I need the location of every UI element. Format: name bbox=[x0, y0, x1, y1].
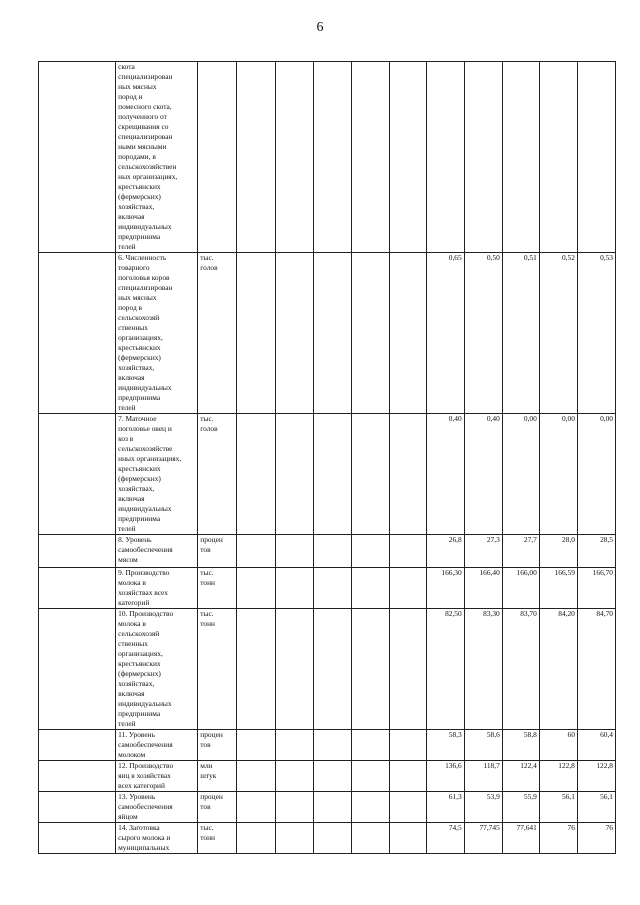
empty-cell bbox=[351, 414, 389, 535]
value-cell: 83,30 bbox=[464, 609, 502, 730]
empty-cell bbox=[237, 823, 276, 854]
indicator-unit: тыс. тонн bbox=[198, 823, 237, 854]
value-cell: 0,40 bbox=[426, 414, 464, 535]
indicator-unit: тыс. тонн bbox=[198, 609, 237, 730]
empty-cell bbox=[237, 535, 276, 568]
value-cell: 0,00 bbox=[539, 414, 577, 535]
table-row bbox=[39, 253, 616, 414]
empty-cell bbox=[351, 62, 389, 253]
empty-cell bbox=[389, 253, 426, 414]
value-cell: 55,9 bbox=[502, 792, 539, 823]
value-cell: 58,8 bbox=[502, 730, 539, 761]
table-row bbox=[39, 62, 616, 253]
empty-cell bbox=[351, 568, 389, 609]
empty-cell bbox=[351, 609, 389, 730]
empty-cell bbox=[351, 792, 389, 823]
row-index-cell bbox=[39, 253, 116, 414]
value-cell: 61,3 bbox=[426, 792, 464, 823]
value-cell: 56,1 bbox=[577, 792, 615, 823]
value-cell: 83,70 bbox=[502, 609, 539, 730]
value-cell bbox=[426, 62, 464, 253]
value-cell bbox=[502, 62, 539, 253]
indicator-label: 10. Производство молока в сельскохозяй ственных организациях, крестьянских (фермерских) хозяйствах, включая индивидуальных предпринима телей bbox=[116, 609, 198, 730]
value-cell: 26,8 bbox=[426, 535, 464, 568]
empty-cell bbox=[389, 535, 426, 568]
value-cell: 28,5 bbox=[577, 535, 615, 568]
value-cell: 27,3 bbox=[464, 535, 502, 568]
empty-cell bbox=[389, 414, 426, 535]
empty-cell bbox=[314, 535, 351, 568]
empty-cell bbox=[314, 823, 351, 854]
value-cell: 27,7 bbox=[502, 535, 539, 568]
empty-cell bbox=[314, 253, 351, 414]
value-cell: 0,00 bbox=[577, 414, 615, 535]
indicator-unit: процен тов bbox=[198, 535, 237, 568]
value-cell: 60,4 bbox=[577, 730, 615, 761]
value-cell: 166,70 bbox=[577, 568, 615, 609]
value-cell: 0,65 bbox=[426, 253, 464, 414]
empty-cell bbox=[389, 62, 426, 253]
value-cell: 76 bbox=[577, 823, 615, 854]
indicator-label: 13. Уровень самообеспечения яйцом bbox=[116, 792, 198, 823]
empty-cell bbox=[314, 761, 351, 792]
row-index-cell bbox=[39, 414, 116, 535]
value-cell: 122,4 bbox=[502, 761, 539, 792]
value-cell: 0,40 bbox=[464, 414, 502, 535]
empty-cell bbox=[389, 823, 426, 854]
row-index-cell bbox=[39, 62, 116, 253]
empty-cell bbox=[351, 535, 389, 568]
value-cell: 122,8 bbox=[577, 761, 615, 792]
row-index-cell bbox=[39, 730, 116, 761]
value-cell: 84,20 bbox=[539, 609, 577, 730]
table-row bbox=[39, 792, 616, 823]
value-cell: 58,6 bbox=[464, 730, 502, 761]
indicator-unit: процен тов bbox=[198, 730, 237, 761]
empty-cell bbox=[389, 730, 426, 761]
indicator-label: 12. Производство яиц в хозяйствах всех категорий bbox=[116, 761, 198, 792]
indicator-unit: тыс. голов bbox=[198, 414, 237, 535]
empty-cell bbox=[276, 730, 314, 761]
row-index-cell bbox=[39, 535, 116, 568]
value-cell: 60 bbox=[539, 730, 577, 761]
indicator-label: 7. Маточное поголовье овец и коз в сельскохозяйстве нных организациях, крестьянских (фермерских) хозяйствах, включая индивидуальных предпринима телей bbox=[116, 414, 198, 535]
value-cell: 56,1 bbox=[539, 792, 577, 823]
empty-cell bbox=[237, 609, 276, 730]
indicator-label: 9. Производство молока в хозяйствах всех категорий bbox=[116, 568, 198, 609]
table-row bbox=[39, 730, 616, 761]
value-cell: 77,641 bbox=[502, 823, 539, 854]
empty-cell bbox=[314, 792, 351, 823]
value-cell: 0,53 bbox=[577, 253, 615, 414]
value-cell: 53,9 bbox=[464, 792, 502, 823]
empty-cell bbox=[237, 414, 276, 535]
indicator-label: 8. Уровень самообеспечения мясом bbox=[116, 535, 198, 568]
value-cell: 0,52 bbox=[539, 253, 577, 414]
value-cell: 136,6 bbox=[426, 761, 464, 792]
table-row bbox=[39, 535, 616, 568]
indicator-label: скота специализирован ных мясных пород и помесного скота, полученного от скрещивания со специализирован ными мясными породами, в сельскохозяйствен ных организациях, крестьянских (фермерских) хозяйствах, включая индивидуальных предпринима телей bbox=[116, 62, 198, 253]
empty-cell bbox=[276, 414, 314, 535]
page-number: 6 bbox=[316, 20, 324, 35]
empty-cell bbox=[276, 253, 314, 414]
empty-cell bbox=[276, 535, 314, 568]
indicators-table bbox=[38, 61, 616, 854]
empty-cell bbox=[237, 792, 276, 823]
value-cell: 74,5 bbox=[426, 823, 464, 854]
empty-cell bbox=[276, 761, 314, 792]
empty-cell bbox=[351, 823, 389, 854]
indicator-unit bbox=[198, 62, 237, 253]
value-cell: 0,00 bbox=[502, 414, 539, 535]
table-row bbox=[39, 568, 616, 609]
indicator-unit: процен тов bbox=[198, 792, 237, 823]
value-cell: 0,50 bbox=[464, 253, 502, 414]
indicator-label: 14. Заготовка сырого молока и муниципальных bbox=[116, 823, 198, 854]
empty-cell bbox=[276, 568, 314, 609]
value-cell: 0,51 bbox=[502, 253, 539, 414]
row-index-cell bbox=[39, 609, 116, 730]
empty-cell bbox=[237, 62, 276, 253]
empty-cell bbox=[237, 568, 276, 609]
value-cell: 166,59 bbox=[539, 568, 577, 609]
empty-cell bbox=[351, 730, 389, 761]
row-index-cell bbox=[39, 761, 116, 792]
row-index-cell bbox=[39, 792, 116, 823]
value-cell: 122,8 bbox=[539, 761, 577, 792]
value-cell: 166,00 bbox=[502, 568, 539, 609]
value-cell: 77,745 bbox=[464, 823, 502, 854]
indicator-label: 11. Уровень самообеспечения молоком bbox=[116, 730, 198, 761]
empty-cell bbox=[351, 761, 389, 792]
empty-cell bbox=[314, 414, 351, 535]
empty-cell bbox=[237, 730, 276, 761]
empty-cell bbox=[314, 62, 351, 253]
empty-cell bbox=[389, 792, 426, 823]
table-row bbox=[39, 761, 616, 792]
value-cell: 82,50 bbox=[426, 609, 464, 730]
indicator-unit: тыс. тонн bbox=[198, 568, 237, 609]
empty-cell bbox=[351, 253, 389, 414]
row-index-cell bbox=[39, 823, 116, 854]
empty-cell bbox=[237, 761, 276, 792]
value-cell: 166,40 bbox=[464, 568, 502, 609]
value-cell bbox=[577, 62, 615, 253]
table-row bbox=[39, 823, 616, 854]
value-cell: 28,0 bbox=[539, 535, 577, 568]
indicator-unit: млн штук bbox=[198, 761, 237, 792]
value-cell bbox=[464, 62, 502, 253]
empty-cell bbox=[314, 730, 351, 761]
table-row bbox=[39, 414, 616, 535]
table-row bbox=[39, 609, 616, 730]
empty-cell bbox=[389, 761, 426, 792]
value-cell: 76 bbox=[539, 823, 577, 854]
value-cell: 84,70 bbox=[577, 609, 615, 730]
empty-cell bbox=[389, 609, 426, 730]
value-cell: 58,3 bbox=[426, 730, 464, 761]
row-index-cell bbox=[39, 568, 116, 609]
empty-cell bbox=[237, 253, 276, 414]
empty-cell bbox=[276, 609, 314, 730]
empty-cell bbox=[276, 62, 314, 253]
empty-cell bbox=[314, 609, 351, 730]
value-cell: 118,7 bbox=[464, 761, 502, 792]
indicator-label: 6. Численность товарного поголовья коров специализирован ных мясных пород в сельскохозяй ственных организациях, крестьянских (фермерских) хозяйствах, включая индивидуальных предпринима телей bbox=[116, 253, 198, 414]
empty-cell bbox=[389, 568, 426, 609]
indicator-unit: тыс. голов bbox=[198, 253, 237, 414]
empty-cell bbox=[276, 792, 314, 823]
value-cell bbox=[539, 62, 577, 253]
empty-cell bbox=[314, 568, 351, 609]
value-cell: 166,30 bbox=[426, 568, 464, 609]
empty-cell bbox=[276, 823, 314, 854]
